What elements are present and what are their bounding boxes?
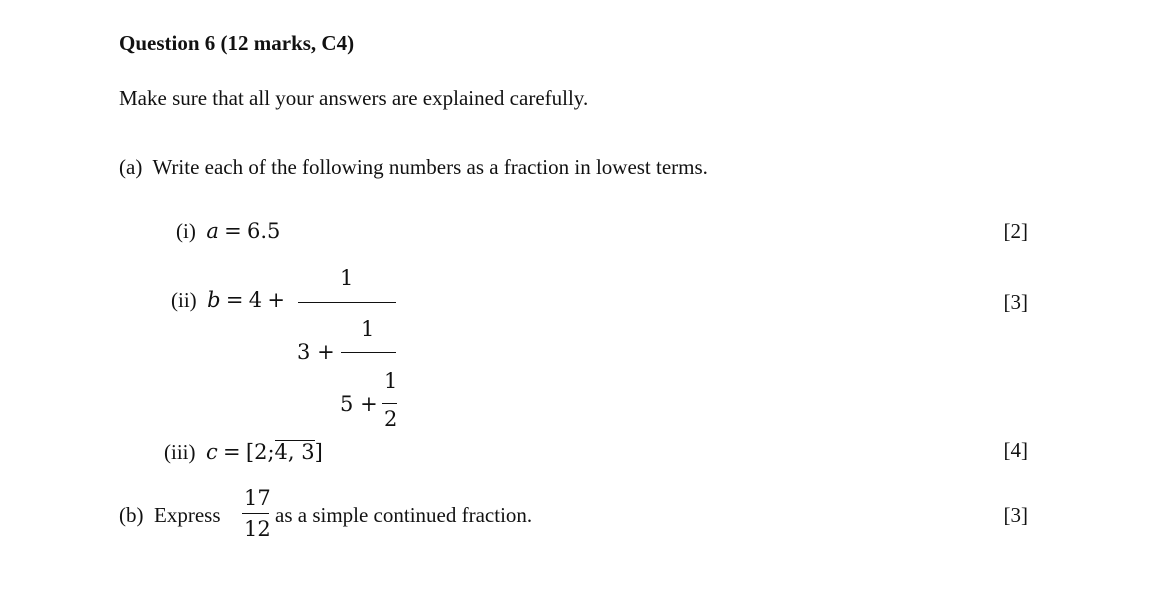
part-a-prompt: Write each of the following numbers as a fraction in lowest terms. xyxy=(152,155,708,179)
cf-numerator-2: 1 xyxy=(361,317,375,341)
item-i-equals: = xyxy=(224,219,242,243)
item-iii-marks: [4] xyxy=(1003,438,1028,462)
item-ii-plus2: + xyxy=(360,392,378,416)
item-iii-label: (iii) xyxy=(164,440,196,464)
item-ii-variable: b xyxy=(207,288,221,312)
cf-numerator-1: 1 xyxy=(340,266,354,290)
item-ii-equals: = xyxy=(225,288,244,312)
cf-fraction-bar-3 xyxy=(382,403,397,404)
item-ii-plus0: + xyxy=(267,288,285,312)
cf-inner-numerator: 1 xyxy=(384,369,398,393)
item-iii-leading-term: 2; xyxy=(254,440,275,464)
item-iii-left-bracket: [ xyxy=(245,440,255,464)
item-iii-equals: = xyxy=(223,440,241,464)
part-b-fraction-bar xyxy=(242,513,269,514)
item-iii-right-bracket: ] xyxy=(314,440,323,464)
item-i-value: 6.5 xyxy=(246,219,281,243)
item-iii xyxy=(164,440,323,463)
question-title: Question 6 (12 marks, C4) xyxy=(119,31,355,55)
item-ii-label: (ii) xyxy=(171,288,197,312)
item-ii-int0: 4 xyxy=(248,288,263,312)
item-ii-lhs xyxy=(171,290,285,311)
item-iii-periodic-block: 4, 3 xyxy=(274,440,315,464)
item-ii-plus1: + xyxy=(317,340,335,364)
cf-level-3 xyxy=(340,394,378,415)
item-i-label: (i) xyxy=(176,219,196,243)
part-b-marks: [3] xyxy=(1003,503,1028,527)
part-b-denominator: 12 xyxy=(244,517,271,541)
cf-level-2 xyxy=(297,342,335,363)
item-i xyxy=(176,221,280,242)
part-a-label: (a) xyxy=(119,155,143,179)
cf-inner-denominator: 2 xyxy=(384,407,398,431)
instruction-text: Make sure that all your answers are explained carefully. xyxy=(119,86,589,110)
part-b-pre: Express xyxy=(154,503,221,527)
item-ii-int2: 5 xyxy=(340,392,354,416)
part-b-prefix xyxy=(119,505,221,526)
part-b-label: (b) xyxy=(119,503,144,527)
item-i-variable: a xyxy=(206,219,219,243)
item-i-marks: [2] xyxy=(1003,219,1028,243)
part-b-post: as a simple continued fraction. xyxy=(275,503,533,527)
cf-fraction-bar-2 xyxy=(341,352,396,353)
part-b-numerator: 17 xyxy=(244,486,271,510)
item-ii-int1: 3 xyxy=(297,340,311,364)
item-ii-marks: [3] xyxy=(1003,290,1028,314)
part-a xyxy=(119,157,708,178)
item-iii-variable: c xyxy=(206,440,218,464)
cf-fraction-bar-1 xyxy=(298,302,396,303)
